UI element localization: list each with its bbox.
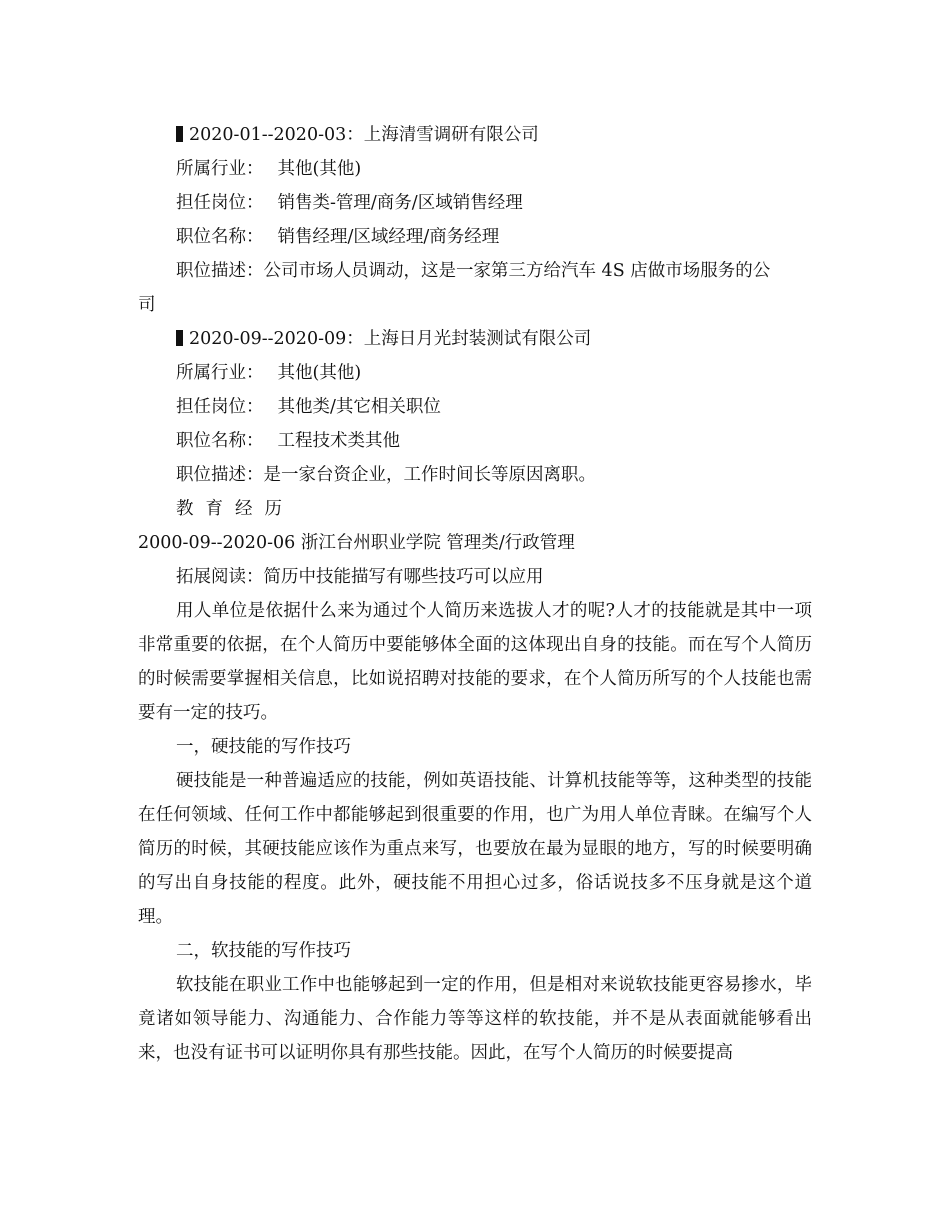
post-label: 担任岗位： — [176, 193, 264, 213]
extended-reading-title — [138, 560, 812, 594]
post-value: 其他类/其它相关职位 — [277, 397, 441, 417]
title-label: 职位名称： — [176, 227, 264, 247]
job-header — [138, 118, 812, 152]
industry-label: 所属行业： — [176, 363, 264, 383]
bullet-bar-icon — [176, 330, 183, 346]
desc-value: 是一家台资企业，工作时间长等原因离职。 — [263, 465, 596, 485]
section1-title-text: 一，硬技能的写作技巧 — [176, 737, 351, 757]
industry-value: 其他(其他) — [277, 159, 362, 179]
extended-reading-title-text: 拓展阅读：简历中技能描写有哪些技巧可以应用 — [176, 567, 544, 587]
job-period-company: 2020-01--2020-03：上海清雪调研有限公司 — [189, 125, 539, 145]
desc-label: 职位描述： — [176, 465, 264, 485]
education-heading — [138, 492, 812, 526]
industry-value: 其他(其他) — [277, 363, 362, 383]
post-value: 销售类-管理/商务/区域销售经理 — [277, 193, 523, 213]
job-title-row — [138, 424, 812, 458]
section1-paragraph: 硬技能是一种普遍适应的技能，例如英语技能、计算机技能等等，这种类型的技能在任何领域、任何工作中都能够起到很重要的作用，也广为用人单位青睐。在编写个人简历的时候，其硬技能应该作为重点来写，也要放在最为显眼的地方，写的时候要明确的写出自身技能的程度。此外，硬技能不用担心过多，俗话说技多不压身就是这个道理。 — [138, 771, 812, 927]
section2-paragraph: 软技能在职业工作中也能够起到一定的作用，但是相对来说软技能更容易掺水，毕竟诸如领导能力、沟通能力、合作能力等等这样的软技能，并不是从表面就能够看出来，也没有证书可以证明你具有那些技能。因此，在写个人简历的时候要提高 — [138, 975, 812, 1063]
job-period-company: 2020-09--2020-09：上海日月光封装测试有限公司 — [189, 329, 592, 349]
intro-paragraph: 用人单位是依据什么来为通过个人简历来选拔人才的呢?人才的技能就是其中一项非常重要的依据，在个人简历中要能够体全面的这体现出自身的技能。而在写个人简历的时候需要掌握相关信息，比如说招聘对技能的要求，在个人简历所写的个人技能也需要有一定的技巧。 — [138, 601, 812, 723]
education-heading-text: 教育经历 — [176, 499, 294, 519]
title-value: 工程技术类其他 — [277, 431, 400, 451]
education-entry-text: 2000-09--2020-06 浙江台州职业学院 管理类/行政管理 — [138, 533, 575, 553]
section2-title-text: 二，软技能的写作技巧 — [176, 941, 351, 961]
job-post-row — [138, 390, 812, 424]
job-header — [138, 322, 812, 356]
bullet-bar-icon — [176, 126, 183, 142]
industry-label: 所属行业： — [176, 159, 264, 179]
job-desc-continuation — [138, 288, 812, 322]
title-label: 职位名称： — [176, 431, 264, 451]
post-label: 担任岗位： — [176, 397, 264, 417]
education-entry — [138, 526, 812, 560]
job-title-row — [138, 220, 812, 254]
job-industry-row — [138, 152, 812, 186]
job-desc-row — [138, 458, 812, 492]
title-value: 销售经理/区域经理/商务经理 — [277, 227, 500, 247]
section2-title — [138, 934, 812, 968]
desc-label: 职位描述： — [176, 261, 264, 281]
desc-value-continued: 司 — [138, 295, 156, 315]
job-desc-row — [138, 254, 812, 288]
section1-title — [138, 730, 812, 764]
job-post-row — [138, 186, 812, 220]
desc-value: 公司市场人员调动，这是一家第三方给汽车 4S 店做市场服务的公 — [263, 261, 771, 281]
job-industry-row — [138, 356, 812, 390]
